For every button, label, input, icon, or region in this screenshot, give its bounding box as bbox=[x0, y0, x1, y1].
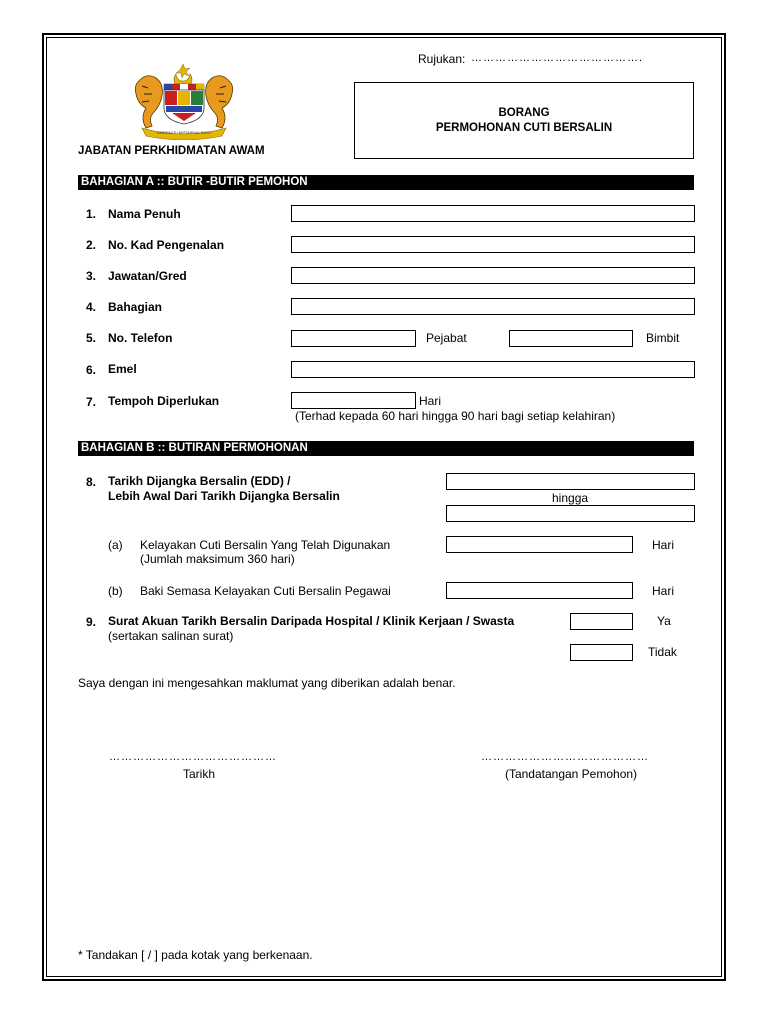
duration-unit: Hari bbox=[419, 394, 442, 408]
phone-mobile-label: Bimbit bbox=[646, 331, 680, 345]
reference-label: Rujukan: bbox=[418, 52, 466, 66]
declaration-text: Saya dengan ini mengesahkan maklumat yang diberikan adalah benar. bbox=[78, 676, 456, 690]
field-number: 4. bbox=[86, 300, 97, 314]
signature-label: (Tandatangan Pemohon) bbox=[504, 767, 638, 781]
duration-note: (Terhad kepada 60 hari hingga 90 hari bagi setiap kelahiran) bbox=[295, 409, 616, 423]
field-number: 3. bbox=[86, 269, 97, 283]
edd-start-input[interactable] bbox=[446, 473, 695, 490]
reference-line[interactable]: ……………………………………. bbox=[471, 52, 644, 64]
letter-no-checkbox[interactable] bbox=[570, 644, 633, 661]
form-title-line2: PERMOHONAN CUTI BERSALIN bbox=[435, 122, 613, 134]
full-name-label: Nama Penuh bbox=[108, 207, 181, 221]
ic-number-label: No. Kad Pengenalan bbox=[108, 238, 225, 252]
duration-label: Tempoh Diperlukan bbox=[108, 394, 220, 408]
department-name: JABATAN PERKHIDMATAN AWAM bbox=[78, 145, 265, 157]
date-label: Tarikh bbox=[182, 767, 215, 781]
section-b-header: BAHAGIAN B :: BUTIRAN PERMOHONAN bbox=[78, 441, 694, 456]
footnote: * Tandakan [ / ] pada kotak yang berkenaan. bbox=[78, 948, 313, 962]
crest-motto: BERSEKUTU BERTAMBAH MUTU bbox=[157, 131, 211, 135]
edd-label-line1: Tarikh Dijangka Bersalin (EDD) / bbox=[108, 474, 291, 488]
position-grade-input[interactable] bbox=[291, 267, 695, 284]
item-9-label-line1: Surat Akuan Tarikh Bersalin Daripada Hospital / Klinik Kerjaan / Swasta bbox=[108, 614, 515, 628]
phone-label: No. Telefon bbox=[108, 331, 173, 345]
section-a-header: BAHAGIAN A :: BUTIR -BUTIR PEMOHON bbox=[78, 175, 694, 190]
item-9-label-line2: (sertakan salinan surat) bbox=[108, 629, 234, 643]
position-grade-label: Jawatan/Gred bbox=[108, 269, 187, 283]
phone-office-label: Pejabat bbox=[426, 331, 467, 345]
letter-yes-label: Ya bbox=[657, 614, 671, 628]
form-title-line1: BORANG bbox=[498, 107, 550, 119]
item-8a-label-line2: (Jumlah maksimum 360 hari) bbox=[140, 552, 295, 566]
field-number: 5. bbox=[86, 331, 97, 345]
leave-balance-unit: Hari bbox=[652, 584, 675, 598]
full-name-input[interactable] bbox=[291, 205, 695, 222]
letter-no-label: Tidak bbox=[648, 645, 677, 659]
item-8a-tag: (a) bbox=[108, 538, 123, 552]
email-input[interactable] bbox=[291, 361, 695, 378]
edd-label-line2: Lebih Awal Dari Tarikh Dijangka Bersalin bbox=[108, 489, 340, 503]
edd-end-input[interactable] bbox=[446, 505, 695, 522]
signature-line[interactable]: …………………………………… bbox=[481, 751, 649, 763]
field-number: 2. bbox=[86, 238, 97, 252]
date-line[interactable]: …………………………………… bbox=[109, 751, 277, 763]
phone-office-input[interactable] bbox=[291, 330, 416, 347]
used-leave-input[interactable] bbox=[446, 536, 633, 553]
item-8b-label: Baki Semasa Kelayakan Cuti Bersalin Pegawai bbox=[140, 584, 391, 598]
used-leave-unit: Hari bbox=[652, 538, 675, 552]
phone-mobile-input[interactable] bbox=[509, 330, 633, 347]
item-8b-tag: (b) bbox=[108, 584, 123, 598]
division-label: Bahagian bbox=[108, 300, 163, 314]
field-number: 8. bbox=[86, 475, 97, 489]
malaysia-coat-of-arms bbox=[128, 62, 240, 140]
email-label: Emel bbox=[108, 362, 137, 376]
field-number: 7. bbox=[86, 395, 97, 409]
field-number: 6. bbox=[86, 363, 97, 377]
edd-until-label: hingga bbox=[552, 491, 589, 505]
field-number: 1. bbox=[86, 207, 97, 221]
item-8a-label-line1: Kelayakan Cuti Bersalin Yang Telah Digunakan bbox=[140, 538, 391, 552]
letter-yes-checkbox[interactable] bbox=[570, 613, 633, 630]
leave-balance-input[interactable] bbox=[446, 582, 633, 599]
division-input[interactable] bbox=[291, 298, 695, 315]
field-number: 9. bbox=[86, 615, 97, 629]
ic-number-input[interactable] bbox=[291, 236, 695, 253]
duration-input[interactable] bbox=[291, 392, 416, 409]
